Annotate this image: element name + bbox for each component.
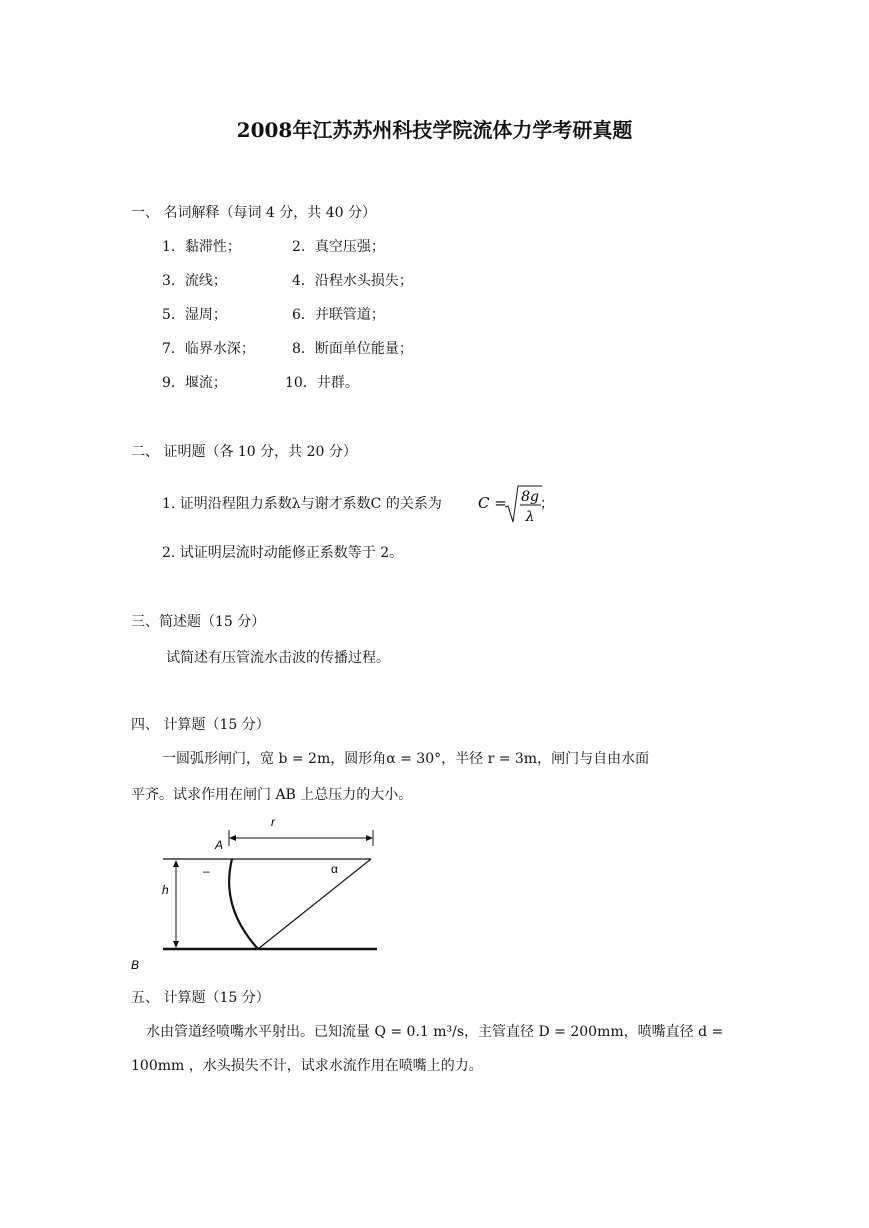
term-3: 3．流线； bbox=[162, 273, 227, 289]
label-alpha: α bbox=[331, 862, 338, 876]
term-4: 4．沿程水头损失； bbox=[292, 273, 413, 289]
term-2: 2．真空压强； bbox=[292, 239, 385, 255]
formula-denominator: λ bbox=[525, 509, 535, 525]
section5-line2: 100mm ，水头损失不计，试求水流作用在喷嘴上的力。 bbox=[131, 1058, 483, 1074]
label-r: r bbox=[271, 815, 275, 829]
formula-numerator: 8g bbox=[521, 489, 539, 505]
proof-question-1: 1. 证明沿程阻力系数λ与谢才系数C 的关系为 bbox=[162, 496, 442, 512]
section5-heading: 五、 计算题（15 分） bbox=[131, 990, 270, 1006]
gate-arc bbox=[229, 859, 258, 949]
section3-body: 试简述有压管流水击波的传播过程。 bbox=[166, 650, 390, 666]
proof-question-2: 2. 试证明层流时动能修正系数等于 2。 bbox=[162, 545, 404, 561]
gate-figure bbox=[125, 812, 395, 972]
term-1: 1．黏滞性； bbox=[162, 239, 241, 255]
dim-arrow-left bbox=[229, 835, 236, 841]
label-dash: – bbox=[203, 864, 210, 878]
section1-heading: 一、 名词解释（每词 4 分，共 40 分） bbox=[131, 205, 376, 221]
term-7: 7．临界水深； bbox=[162, 341, 255, 357]
term-10: 10．井群。 bbox=[285, 375, 359, 391]
formula-end: ； bbox=[540, 496, 554, 512]
section2-heading: 二、 证明题（各 10 分，共 20 分） bbox=[131, 444, 357, 460]
term-5: 5．湿周； bbox=[162, 307, 227, 323]
section4-line1: 一圆弧形闸门，宽 b = 2m，圆形角α = 30°，半径 r = 3m，闸门与自由水面 bbox=[162, 751, 650, 767]
dim-arrow-right bbox=[366, 835, 373, 841]
term-6: 6．并联管道； bbox=[292, 307, 385, 323]
label-h: h bbox=[162, 883, 169, 897]
dim-arrow-top bbox=[173, 860, 179, 867]
formula-lhs: C = bbox=[478, 494, 507, 512]
term-9: 9．堰流； bbox=[162, 375, 227, 391]
radius-line bbox=[258, 859, 371, 949]
dim-arrow-bottom bbox=[173, 941, 179, 948]
section5-line1: 水由管道经喷嘴水平射出。已知流量 Q = 0.1 m³/s，主管直径 D = 200mm，喷嘴直径 d = bbox=[146, 1024, 724, 1040]
section4-heading: 四、 计算题（15 分） bbox=[131, 717, 270, 733]
section4-line2: 平齐。试求作用在闸门 AB 上总压力的大小。 bbox=[131, 787, 413, 803]
label-A: A bbox=[215, 838, 224, 852]
page-title: 2008年江苏苏州科技学院流体力学考研真题 bbox=[236, 118, 633, 142]
term-8: 8．断面单位能量； bbox=[292, 341, 413, 357]
label-B: B bbox=[131, 958, 140, 972]
section3-heading: 三、简述题（15 分） bbox=[131, 614, 266, 630]
